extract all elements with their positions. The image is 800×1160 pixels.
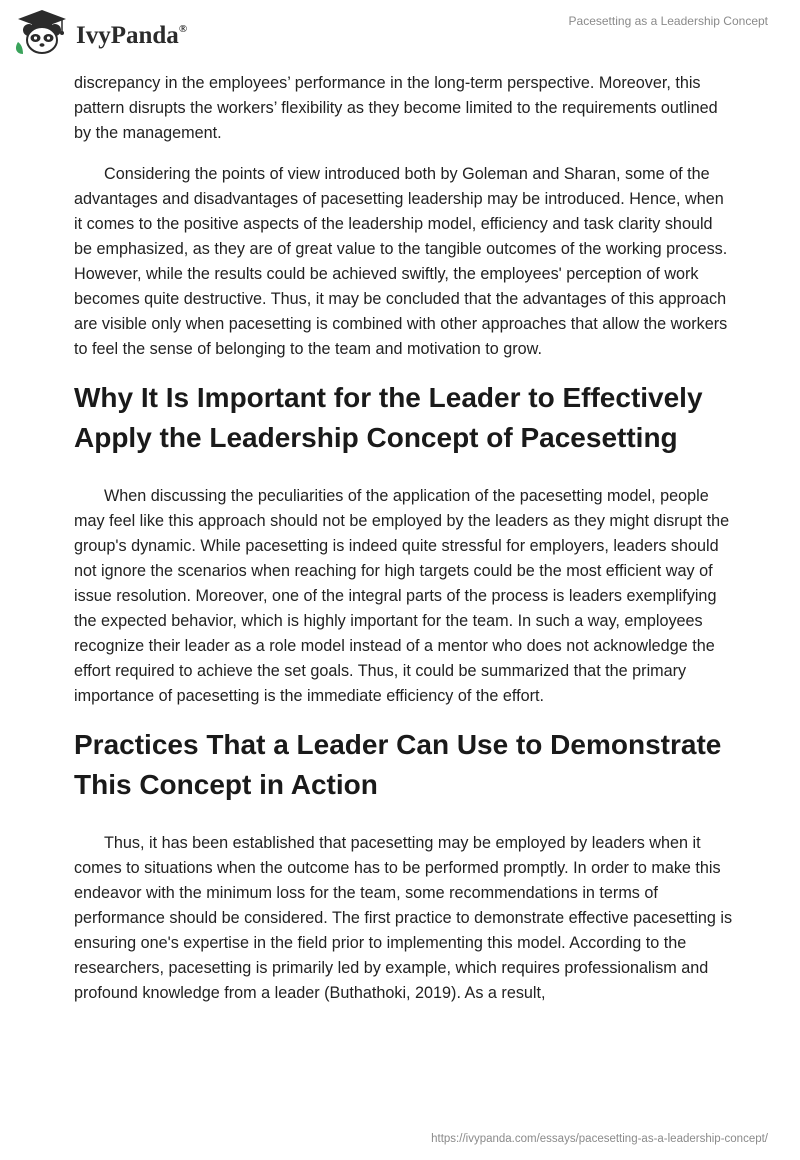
page-header (0, 0, 800, 70)
footer-url[interactable]: https://ivypanda.com/essays/pacesetting-as-a-leadership-concept/ (431, 1133, 768, 1145)
paragraph-2: Considering the points of view introduced both by Goleman and Sharan, some of the advantages and disadvantages of pacesetting leadership may be introduced. Hence, when it comes to the positive aspects of the leadership model, efficiency and task clarity should be emphasized, as they are of great value to the tangible outcomes of the working process. However, while the results could be achieved swiftly, the employees' perception of work becomes quite destructive. Thus, it may be concluded that the advantages of this approach are visible only when pacesetting is combined with other approaches that allow the workers to feel the sense of belonging to the team and motivation to grow. (74, 165, 728, 358)
running-title: Pacesetting as a Leadership Concept (568, 14, 768, 28)
paragraph-1: discrepancy in the employees’ performance in the long-term perspective. Moreover, this pattern disrupts the workers’ flexibility as they become limited to the requirements outlined by the management. (74, 74, 718, 142)
ivypanda-logo[interactable] (14, 8, 204, 58)
panda-graduation-cap-icon (14, 8, 70, 56)
section-heading-practices: Practices That a Leader Can Use to Demonstrate This Concept in Action (74, 729, 722, 800)
paragraph-4: Thus, it has been established that pacesetting may be employed by leaders when it comes to situations when the outcome has to be performed promptly. In order to make this endeavor with the minimum loss for the team, some recommendations in terms of performance should be considered. The first practice to demonstrate effective pacesetting is ensuring one's expertise in the field prior to implementing this model. According to the researchers, pacesetting is primarily led by example, which requires professionalism and profound knowledge from a leader (Buthathoki, 2019). As a result, (74, 834, 733, 1002)
section-heading-importance: Why It Is Important for the Leader to Effectively Apply the Leadership Concept of Pacesetting (74, 382, 703, 453)
essay-content (74, 71, 734, 1022)
brand-name: IvyPanda® (76, 22, 188, 49)
paragraph-3: When discussing the peculiarities of the application of the pacesetting model, people may feel like this approach should not be employed by the leaders as they might disrupt the group's dynamic. While pacesetting is indeed quite stressful for employers, leaders should not ignore the scenarios when reaching for high targets could be the most efficient way of issue resolution. Moreover, one of the integral parts of the process is leaders exemplifying the expected behavior, which is highly important for the team. In such a way, employees recognize their leader as a role model instead of a mentor who does not acknowledge the effort required to achieve the set goals. Thus, it could be summarized that the primary importance of pacesetting is the immediate efficiency of the effort. (74, 487, 730, 705)
